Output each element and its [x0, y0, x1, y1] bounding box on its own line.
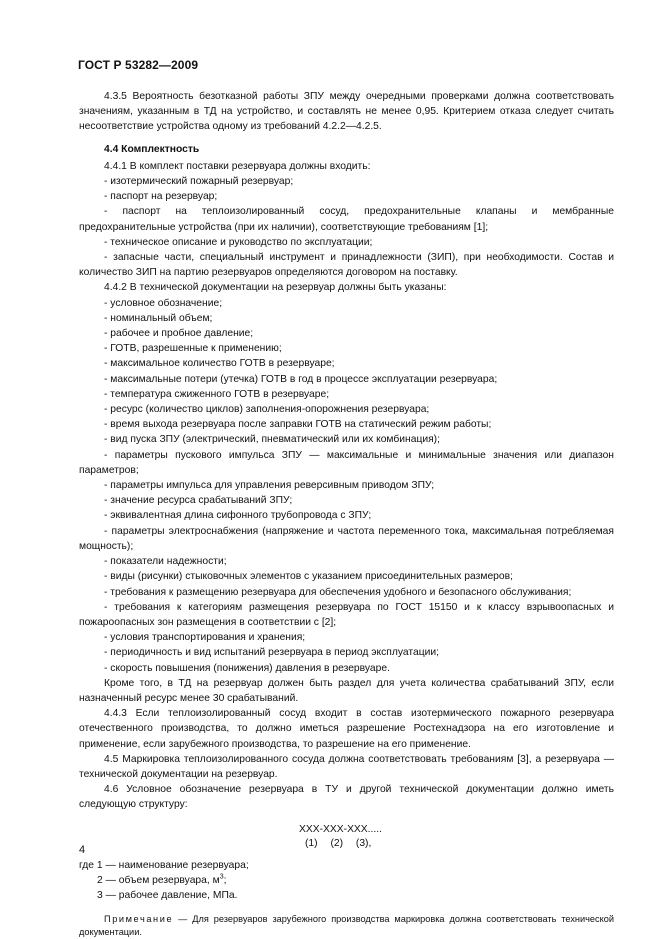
list-item: - время выхода резервуара после заправки ГОТВ на статический режим работы;: [104, 419, 492, 431]
list-item: - требования к категориям размещения резервуара по ГОСТ 15150 и к классу взрывоопасных и пожароопасных зон размещения в соответствии с [2];: [79, 601, 614, 628]
list-item: - температура сжиженного ГОТВ в резервуаре;: [104, 388, 330, 400]
list-item: - вид пуска ЗПУ (электрический, пневматический или их комбинация);: [104, 434, 440, 446]
list-item: - изотермический пожарный резервуар;: [104, 176, 294, 188]
list-item: - максимальные потери (утечка) ГОТВ в год в процессе эксплуатации резервуара;: [104, 373, 498, 385]
page-number: 4: [79, 844, 86, 856]
list-item: - техническое описание и руководство по эксплуатации;: [104, 236, 373, 248]
list-item: - виды (рисунки) стыковочных элементов с указанием присоединительных размеров;: [104, 571, 513, 583]
list-item: - номинальный объем;: [104, 312, 213, 324]
paragraph-4-3-5: 4.3.5 Вероятность безотказной работы ЗПУ между очередными проверками должна соответствовать значениям, указанным в ТД на устройство, и составлять не менее 0,95. Критерием отказа следует считать несоответствие устройства одному из требований 4.2.2—4.2.5.: [79, 91, 614, 133]
list-item: - условное обозначение;: [104, 297, 223, 309]
document-body: [79, 89, 614, 939]
paragraph-4-5: 4.5 Маркировка теплоизолированного сосуда должна соответствовать требованиям [3], а резервуара — технической документации на резервуар.: [79, 753, 614, 780]
list-item: - ресурс (количество циклов) заполнения-опорожнения резервуара;: [104, 404, 430, 416]
list-item: - параметры пускового импульса ЗПУ — максимальные и минимальные значения или диапазон параметров;: [79, 449, 614, 476]
designation-formula-labels: (1) (2) (3),: [305, 837, 372, 849]
list-item: - периодичность и вид испытаний резервуара в период эксплуатации;: [104, 647, 439, 659]
list-item: - значение ресурса срабатываний ЗПУ;: [104, 495, 293, 507]
paragraph-4-4-1-intro: 4.4.1 В комплект поставки резервуара должны входить:: [104, 160, 371, 172]
legend-item-3: 3 — рабочее давление, МПа.: [97, 890, 238, 902]
paragraph-4-4-2-outro: Кроме того, в ТД на резервуар должен быть раздел для учета количества срабатываний ЗПУ, если назначенный ресурс менее 30 срабатываний.: [79, 677, 614, 704]
section-heading-4-4: 4.4 Комплектность: [104, 143, 200, 155]
legend-item-2: [79, 873, 614, 888]
note: [79, 913, 614, 939]
legend-item-2-superscript: 3: [219, 873, 224, 881]
list-item: - требования к размещению резервуара для обеспечения удобного и безопасного обслуживания;: [104, 586, 572, 598]
note-label: Примечание: [104, 914, 174, 925]
list-item: - скорость повышения (понижения) давления в резервуаре.: [104, 662, 390, 674]
list-item: - эквивалентная длина сифонного трубопровода с ЗПУ;: [104, 510, 372, 522]
designation-formula: XXX-XXX-XXX.....: [299, 823, 382, 835]
paragraph-4-6: 4.6 Условное обозначение резервуара в ТУ и другой технической документации должно иметь следующую структуру:: [79, 784, 614, 811]
list-item: - рабочее и пробное давление;: [104, 328, 254, 340]
legend-item-2-end: ;: [223, 874, 227, 886]
note-text: — Для резервуаров зарубежного производства маркировка должна соответствовать технической документации.: [79, 914, 614, 938]
list-item: - ГОТВ, разрешенные к применению;: [104, 343, 282, 355]
list-item: - показатели надежности;: [104, 556, 227, 568]
list-item: - максимальное количество ГОТВ в резервуаре;: [104, 358, 335, 370]
list-item: - паспорт на теплоизолированный сосуд, предохранительные клапаны и мембранные предохранительные устройства (при их наличии), соответствующие требованиям [1];: [79, 206, 614, 233]
list-item: - запасные части, специальный инструмент и принадлежности (ЗИП), при необходимости. Состав и количество ЗИП на партию резервуаров определяются договором на поставку.: [79, 252, 614, 279]
paragraph-4-4-2-intro: 4.4.2 В технической документации на резервуар должны быть указаны:: [104, 282, 447, 294]
list-item: - условия транспортирования и хранения;: [104, 632, 306, 644]
legend-item-1: где 1 — наименование резервуара;: [79, 859, 249, 871]
list-item: - параметры импульса для управления реверсивным приводом ЗПУ;: [104, 480, 435, 492]
legend-item-2-text: 2 — объем резервуара, м: [97, 874, 220, 886]
paragraph-4-4-3: 4.4.3 Если теплоизолированный сосуд входит в состав изотермического пожарного резервуара отечественного производства, то должно иметься разрешение Ростехнадзора на его изготовление и применение, если зарубежного производства, то разрешение на его применение.: [79, 708, 614, 750]
list-item: - параметры электроснабжения (напряжение и частота переменного тока, максимальная потребляемая мощность);: [79, 525, 614, 552]
document-code-header: ГОСТ Р 53282—2009: [78, 58, 199, 72]
list-item: - паспорт на резервуар;: [104, 191, 218, 203]
